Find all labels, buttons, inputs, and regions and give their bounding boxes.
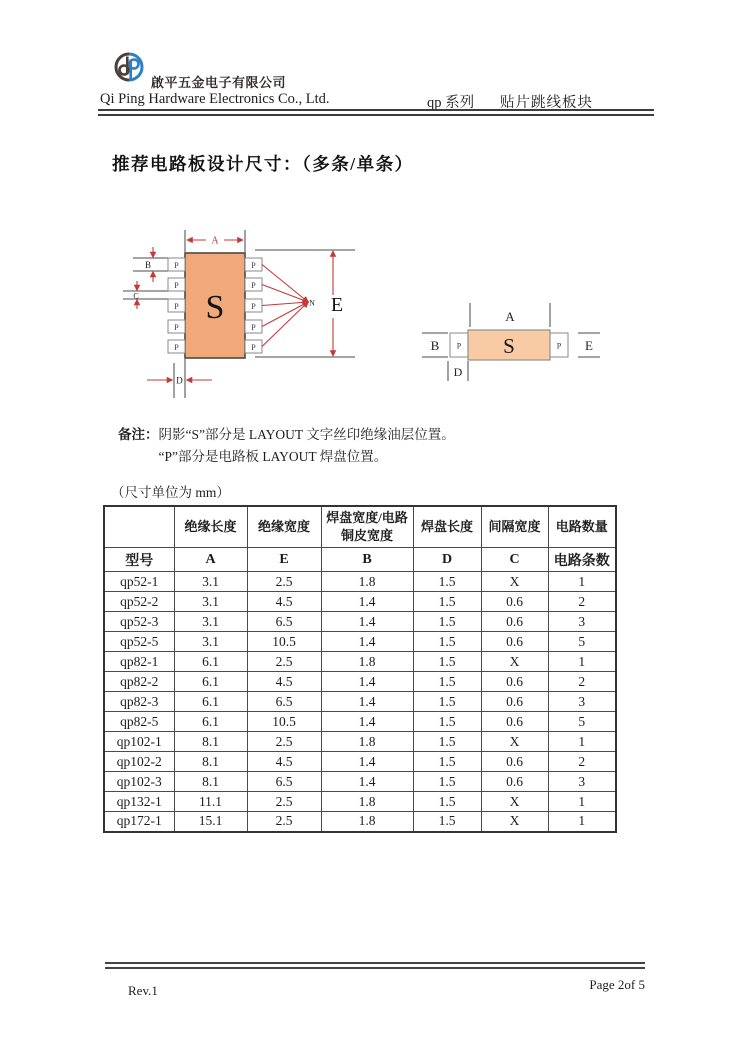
- pad-label: P: [251, 261, 256, 270]
- value-cell: 0.6: [481, 672, 548, 692]
- value-cell: 1.5: [413, 572, 481, 592]
- value-cell: 4.5: [247, 752, 321, 772]
- revision-label: Rev.1: [128, 983, 158, 998]
- value-cell: 1.4: [321, 712, 413, 732]
- dim-d-label: D: [453, 365, 463, 379]
- col-header-insulation-width: 绝缘宽度: [247, 506, 321, 548]
- col-header-circuit-count: 电路数量: [548, 506, 616, 548]
- value-cell: X: [481, 792, 548, 812]
- remarks-line1: 阴影“S”部分是 LAYOUT 文字丝印绝缘油层位置。: [158, 427, 455, 442]
- value-cell: 0.6: [481, 692, 548, 712]
- value-cell: 3: [548, 772, 616, 792]
- company-logo-icon: [113, 51, 145, 87]
- value-cell: 0.6: [481, 712, 548, 732]
- value-cell: 5: [548, 712, 616, 732]
- value-cell: 1.5: [413, 592, 481, 612]
- value-cell: 1.5: [413, 752, 481, 772]
- fan-arrow: [262, 302, 308, 347]
- remarks-line2: “P”部分是电路板 LAYOUT 焊盘位置。: [158, 449, 388, 464]
- silkscreen-label: S: [205, 289, 225, 326]
- value-cell: 1.8: [321, 652, 413, 672]
- value-cell: 1.8: [321, 572, 413, 592]
- blank-header-cell: [104, 506, 174, 548]
- value-cell: 6.5: [247, 772, 321, 792]
- value-cell: 1.5: [413, 792, 481, 812]
- remarks-block: [118, 424, 455, 468]
- value-cell: 2: [548, 752, 616, 772]
- pad-label: P: [251, 281, 256, 290]
- spec-table-body: [104, 572, 616, 832]
- table-row: [104, 612, 616, 632]
- value-cell: 0.6: [481, 632, 548, 652]
- value-cell: 1.4: [321, 672, 413, 692]
- category-label: 贴片跳线板块: [500, 95, 593, 111]
- value-cell: 0.6: [481, 592, 548, 612]
- value-cell: 1: [548, 652, 616, 672]
- pad-label: P: [174, 323, 179, 332]
- value-cell: 6.5: [247, 692, 321, 712]
- value-cell: 6.1: [174, 672, 247, 692]
- value-cell: 8.1: [174, 752, 247, 772]
- table-row: [104, 692, 616, 712]
- value-cell: 6.1: [174, 712, 247, 732]
- model-cell: qp52-5: [104, 632, 174, 652]
- value-cell: 11.1: [174, 792, 247, 812]
- node-n-label: N: [309, 298, 315, 308]
- col-symbol-d: D: [413, 548, 481, 572]
- multi-strip-diagram: [115, 222, 375, 402]
- value-cell: X: [481, 572, 548, 592]
- table-row: [104, 652, 616, 672]
- table-row: [104, 592, 616, 612]
- col-header-gap-width: 间隔宽度: [481, 506, 548, 548]
- value-cell: 1.8: [321, 732, 413, 752]
- value-cell: 1.5: [413, 672, 481, 692]
- value-cell: 3: [548, 612, 616, 632]
- value-cell: 5: [548, 632, 616, 652]
- model-cell: qp52-3: [104, 612, 174, 632]
- col-symbol-count: 电路条数: [548, 548, 616, 572]
- dim-b-label: B: [430, 338, 440, 353]
- value-cell: 1.4: [321, 612, 413, 632]
- value-cell: 1.5: [413, 632, 481, 652]
- value-cell: 3.1: [174, 592, 247, 612]
- value-cell: 1.4: [321, 752, 413, 772]
- silkscreen-label: S: [503, 334, 515, 358]
- table-row: [104, 632, 616, 652]
- dim-c-label: C: [133, 291, 139, 301]
- pad-label: P: [251, 343, 256, 352]
- col-symbol-c: C: [481, 548, 548, 572]
- dim-a-label: A: [505, 309, 515, 324]
- table-row: [104, 712, 616, 732]
- model-cell: qp102-3: [104, 772, 174, 792]
- fan-arrow: [262, 265, 308, 303]
- col-header-pad-width: 焊盘宽度/电路铜皮宽度: [321, 506, 413, 548]
- value-cell: 4.5: [247, 592, 321, 612]
- fan-arrow: [262, 302, 308, 327]
- value-cell: 2.5: [247, 572, 321, 592]
- value-cell: 1: [548, 812, 616, 832]
- col-symbol-model: 型号: [104, 548, 174, 572]
- table-row: [104, 672, 616, 692]
- value-cell: 3: [548, 692, 616, 712]
- model-cell: qp102-1: [104, 732, 174, 752]
- pad-label: P: [556, 341, 562, 351]
- col-header-pad-length: 焊盘长度: [413, 506, 481, 548]
- model-cell: qp172-1: [104, 812, 174, 832]
- value-cell: 1.5: [413, 732, 481, 752]
- value-cell: 1: [548, 732, 616, 752]
- model-cell: qp52-2: [104, 592, 174, 612]
- value-cell: 3.1: [174, 572, 247, 592]
- table-row: [104, 752, 616, 772]
- fan-arrow: [262, 285, 308, 303]
- value-cell: 1.8: [321, 792, 413, 812]
- pad-label: P: [251, 323, 256, 332]
- page-number: Page 2of 5: [589, 977, 645, 992]
- table-row: [104, 812, 616, 832]
- dim-b-label: B: [144, 260, 152, 270]
- value-cell: 10.5: [247, 632, 321, 652]
- col-header-insulation-length: 绝缘长度: [174, 506, 247, 548]
- value-cell: 15.1: [174, 812, 247, 832]
- model-cell: qp132-1: [104, 792, 174, 812]
- company-name-en: Qi Ping Hardware Electronics Co., Ltd.: [100, 91, 330, 107]
- value-cell: 0.6: [481, 612, 548, 632]
- dim-e-label: E: [585, 338, 593, 353]
- table-header-row-symbols: [104, 548, 616, 572]
- pad-label: P: [174, 281, 179, 290]
- remarks-label: 备注：: [118, 427, 159, 442]
- value-cell: 1: [548, 572, 616, 592]
- value-cell: 1.5: [413, 652, 481, 672]
- value-cell: 6.5: [247, 612, 321, 632]
- value-cell: 3.1: [174, 612, 247, 632]
- value-cell: 1.5: [413, 692, 481, 712]
- model-cell: qp82-3: [104, 692, 174, 712]
- value-cell: X: [481, 652, 548, 672]
- spec-table: [103, 505, 617, 833]
- value-cell: 0.6: [481, 772, 548, 792]
- pad-label: P: [251, 302, 256, 311]
- series-label: qp 系列: [427, 95, 475, 111]
- pad-label: P: [174, 261, 179, 270]
- table-row: [104, 572, 616, 592]
- dim-d-label: D: [176, 375, 183, 386]
- fan-arrow: [262, 302, 308, 306]
- value-cell: 1: [548, 792, 616, 812]
- model-cell: qp52-1: [104, 572, 174, 592]
- col-symbol-a: A: [174, 548, 247, 572]
- value-cell: 1.5: [413, 712, 481, 732]
- unit-note: （尺寸单位为 mm）: [111, 485, 230, 500]
- col-symbol-e: E: [247, 548, 321, 572]
- pad-label: P: [456, 341, 462, 351]
- value-cell: 2: [548, 592, 616, 612]
- value-cell: 2.5: [247, 652, 321, 672]
- value-cell: 1.4: [321, 692, 413, 712]
- fan-group: [262, 265, 308, 347]
- value-cell: 6.1: [174, 652, 247, 672]
- dim-e-label: E: [330, 294, 344, 316]
- value-cell: 1.4: [321, 772, 413, 792]
- page-title: 推荐电路板设计尺寸：（多条/单条）: [112, 154, 414, 174]
- table-row: [104, 792, 616, 812]
- value-cell: 2.5: [247, 792, 321, 812]
- value-cell: 2.5: [247, 812, 321, 832]
- model-cell: qp82-1: [104, 652, 174, 672]
- single-strip-diagram: [415, 295, 615, 390]
- header-divider: [98, 109, 654, 116]
- company-name-cn: 啟平五金电子有限公司: [151, 75, 287, 90]
- dim-a-label: A: [211, 235, 219, 247]
- value-cell: 10.5: [247, 712, 321, 732]
- value-cell: 6.1: [174, 692, 247, 712]
- value-cell: 1.5: [413, 812, 481, 832]
- table-header-row-groups: [104, 506, 616, 548]
- value-cell: X: [481, 812, 548, 832]
- value-cell: 1.5: [413, 612, 481, 632]
- value-cell: 1.4: [321, 632, 413, 652]
- model-cell: qp82-2: [104, 672, 174, 692]
- value-cell: X: [481, 732, 548, 752]
- value-cell: 2: [548, 672, 616, 692]
- value-cell: 4.5: [247, 672, 321, 692]
- value-cell: 3.1: [174, 632, 247, 652]
- table-row: [104, 772, 616, 792]
- value-cell: 8.1: [174, 772, 247, 792]
- value-cell: 0.6: [481, 752, 548, 772]
- value-cell: 1.4: [321, 592, 413, 612]
- pad-label: P: [174, 343, 179, 352]
- value-cell: 1.5: [413, 772, 481, 792]
- value-cell: 1.8: [321, 812, 413, 832]
- value-cell: 2.5: [247, 732, 321, 752]
- model-cell: qp82-5: [104, 712, 174, 732]
- col-symbol-b: B: [321, 548, 413, 572]
- value-cell: 8.1: [174, 732, 247, 752]
- model-cell: qp102-2: [104, 752, 174, 772]
- remarks-text: [159, 424, 455, 468]
- pad-label: P: [174, 302, 179, 311]
- table-row: [104, 732, 616, 752]
- footer-divider: [105, 962, 645, 969]
